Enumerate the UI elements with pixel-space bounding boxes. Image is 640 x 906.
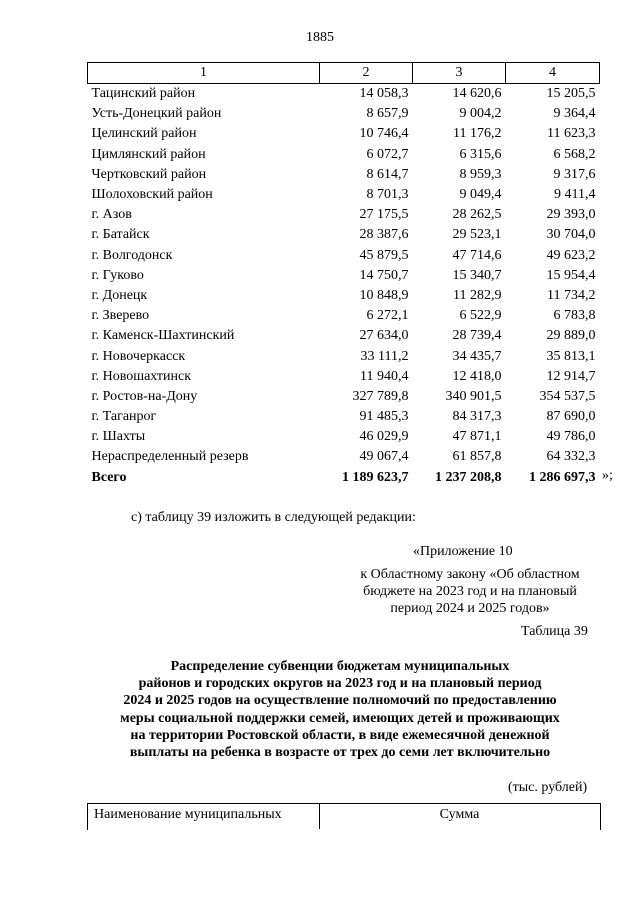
value-2023: 27 634,0 <box>359 328 409 344</box>
value-2023: 33 111,2 <box>360 348 409 364</box>
table-row <box>88 145 600 165</box>
value-2024: 12 418,0 <box>452 368 502 384</box>
table-row <box>88 306 600 326</box>
value-2024: 29 523,1 <box>452 227 502 243</box>
value-2025: 354 537,5 <box>539 388 596 404</box>
table-label: Таблица 39 <box>521 624 588 639</box>
value-2025: 29 889,0 <box>546 328 596 344</box>
table-row <box>88 387 600 407</box>
municipality-name: Шолоховский район <box>91 187 213 203</box>
heading-line: 2024 и 2025 годов на осуществление полномочий по предоставлению <box>123 693 557 709</box>
municipality-name: г. Гуково <box>91 267 144 283</box>
value-2025: 29 393,0 <box>546 207 596 223</box>
value-2024: 47 871,1 <box>452 429 502 445</box>
municipality-name: Тацинский район <box>91 86 196 102</box>
municipality-name: Чертковский район <box>91 166 207 182</box>
heading-line: выплаты на ребенка в возрасте от трех до семи лет включительно <box>129 745 551 761</box>
page-number: 1885 <box>306 30 334 45</box>
heading-line: на территории Ростовской области, в виде ежемесячной денежной <box>130 727 550 743</box>
table-row <box>88 124 600 144</box>
value-2024: 15 340,7 <box>452 267 502 283</box>
value-2023: 1 189 623,7 <box>342 469 409 485</box>
annex-ref-line: бюджете на 2023 год и на плановый <box>363 584 577 599</box>
value-2025: 6 568,2 <box>553 146 596 162</box>
value-2024: 47 714,6 <box>452 247 502 263</box>
municipality-name: г. Батайск <box>91 227 150 243</box>
municipality-name: Цимлянский район <box>91 146 206 162</box>
value-2025: 64 332,3 <box>546 449 596 465</box>
municipality-name: г. Азов <box>91 207 132 223</box>
header-col-2: 2 <box>320 63 413 84</box>
value-2023: 49 067,4 <box>359 449 409 465</box>
annex-title: «Приложение 10 <box>413 544 513 559</box>
value-2023: 46 029,9 <box>359 429 409 445</box>
amendment-instruction: с) таблицу 39 изложить в следующей редакции: <box>131 510 416 525</box>
value-2024: 11 176,2 <box>453 126 502 142</box>
municipality-name: г. Волгодонск <box>91 247 173 263</box>
table-row <box>88 427 600 447</box>
value-2023: 327 789,8 <box>352 388 409 404</box>
value-2023: 14 058,3 <box>359 86 409 102</box>
heading-line: Распределение субвенции бюджетам муниципальных <box>170 659 510 674</box>
value-2024: 6 522,9 <box>459 308 502 324</box>
value-2024: 61 857,8 <box>452 449 502 465</box>
municipality-name: г. Новошахтинск <box>91 368 192 384</box>
heading-line: районов и городских округов на 2023 год и на плановый период <box>138 676 542 692</box>
table-row <box>88 104 600 124</box>
value-2025: 9 317,6 <box>553 166 596 182</box>
value-2023: 45 879,5 <box>359 247 409 263</box>
total-row <box>88 468 600 488</box>
table-row <box>88 246 600 266</box>
value-2024: 6 315,6 <box>459 146 502 162</box>
value-2023: 28 387,6 <box>359 227 409 243</box>
value-2024: 8 959,3 <box>459 166 502 182</box>
table-row <box>88 205 600 225</box>
table39-col-name-header: Наименование муниципальных <box>94 807 282 822</box>
value-2024: 84 317,3 <box>452 409 502 425</box>
value-2023: 91 485,3 <box>359 409 409 425</box>
municipality-name: г. Каменск-Шахтинский <box>91 328 235 344</box>
value-2024: 9 004,2 <box>459 106 502 122</box>
value-2025: 49 786,0 <box>546 429 596 445</box>
value-2024: 9 049,4 <box>459 187 502 203</box>
table-row <box>88 346 600 366</box>
value-2025: 35 813,1 <box>546 348 596 364</box>
value-2023: 10 848,9 <box>359 287 409 303</box>
municipality-name: Усть-Донецкий район <box>91 106 222 122</box>
annex-ref-line: к Областному закону «Об областном <box>360 567 580 582</box>
value-2025: 30 704,0 <box>546 227 596 243</box>
value-2023: 11 940,4 <box>360 368 409 384</box>
annex-reference <box>320 566 620 617</box>
municipality-name: г. Ростов-на-Дону <box>91 388 198 404</box>
municipality-name: г. Зверево <box>91 308 150 324</box>
municipality-name: г. Таганрог <box>91 409 157 425</box>
value-2025: 11 623,3 <box>547 126 596 142</box>
heading-line: меры социальной поддержки семей, имеющих детей и проживающих <box>120 710 560 726</box>
value-2024: 28 262,5 <box>452 207 502 223</box>
value-2024: 28 739,4 <box>452 328 502 344</box>
table-row <box>88 367 600 387</box>
value-2023: 6 072,7 <box>366 146 409 162</box>
value-2025: 9 364,4 <box>553 106 596 122</box>
header-col-3: 3 <box>413 63 506 84</box>
value-2025: 15 954,4 <box>546 267 596 283</box>
table-row <box>88 165 600 185</box>
value-2025: 87 690,0 <box>546 409 596 425</box>
annex-ref-line: период 2024 и 2025 годов» <box>390 601 550 616</box>
header-col-1: 1 <box>88 63 320 84</box>
value-2023: 10 746,4 <box>359 126 409 142</box>
value-2025: 11 734,2 <box>547 287 596 303</box>
value-2024: 34 435,7 <box>452 348 502 364</box>
table-row <box>88 266 600 286</box>
value-2025: 15 205,5 <box>546 86 596 102</box>
table-row <box>88 447 600 467</box>
value-2024: 340 901,5 <box>445 388 502 404</box>
table39-col-sum-header: Сумма <box>439 807 480 822</box>
closing-quote: »; <box>602 468 613 483</box>
table-row <box>88 407 600 427</box>
municipality-name: г. Новочеркасск <box>91 348 186 364</box>
municipality-name: Нераспределенный резерв <box>91 449 249 465</box>
header-col-4: 4 <box>506 63 600 84</box>
value-2025: 9 411,4 <box>554 187 596 203</box>
municipality-name: г. Шахты <box>91 429 146 445</box>
value-2023: 8 657,9 <box>366 106 409 122</box>
value-2024: 1 237 208,8 <box>435 469 502 485</box>
table-row <box>88 326 600 346</box>
table-row <box>88 185 600 205</box>
subvention-table-continued <box>87 62 600 488</box>
value-2025: 12 914,7 <box>546 368 596 384</box>
value-2025: 49 623,2 <box>546 247 596 263</box>
table-row <box>88 84 600 105</box>
value-2023: 27 175,5 <box>359 207 409 223</box>
value-2023: 6 272,1 <box>366 308 409 324</box>
municipality-name: Всего <box>91 469 127 485</box>
value-2023: 8 614,7 <box>366 166 409 182</box>
table-row <box>88 286 600 306</box>
table-heading <box>80 658 600 761</box>
value-2023: 14 750,7 <box>359 267 409 283</box>
table-row <box>88 225 600 245</box>
value-2024: 11 282,9 <box>453 287 502 303</box>
value-2023: 8 701,3 <box>366 187 409 203</box>
municipality-name: Целинский район <box>91 126 197 142</box>
value-2025: 1 286 697,3 <box>529 469 596 485</box>
municipality-name: г. Донецк <box>91 287 148 303</box>
value-2024: 14 620,6 <box>452 86 502 102</box>
value-2025: 6 783,8 <box>553 308 596 324</box>
table-header-row <box>88 63 600 84</box>
units-label: (тыс. рублей) <box>508 780 588 795</box>
